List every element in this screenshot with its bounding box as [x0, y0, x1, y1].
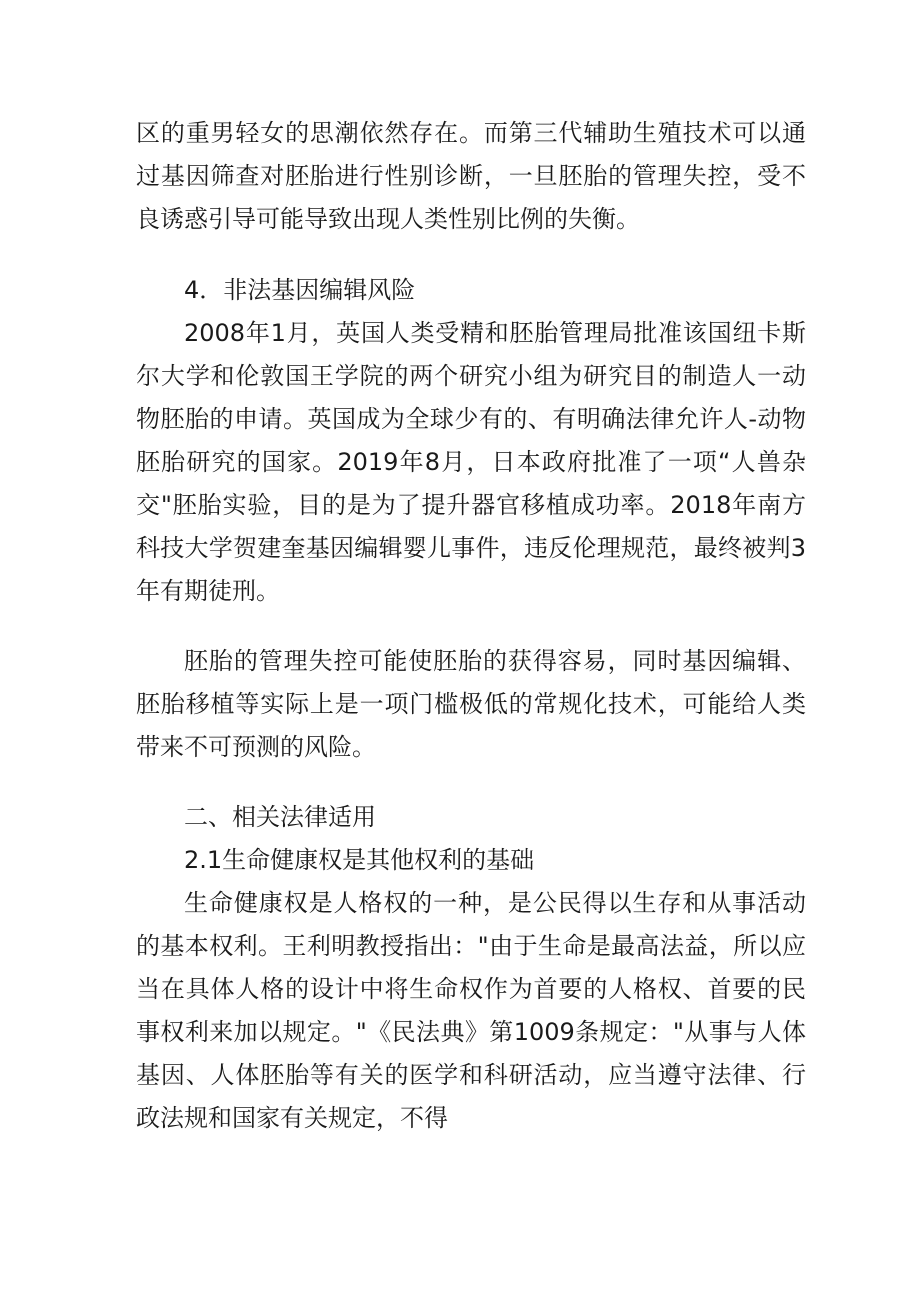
- subsection-heading-right-to-life: 2.1生命健康权是其他权利的基础: [184, 846, 535, 874]
- paragraph-embryo-management-risk: 胚胎的管理失控可能使胚胎的获得容易，同时基因编辑、胚胎移植等实际上是一项门槛极低的常规化技术，可能给人类带来不可预测的风险。: [136, 647, 806, 761]
- paragraph-sex-ratio: 区的重男轻女的思潮依然存在。而第三代辅助生殖技术可以通过基因筛查对胚胎进行性别诊断，一旦胚胎的管理失控，受不良诱惑引导可能导致出现人类性别比例的失衡。: [136, 119, 806, 233]
- section-heading-illegal-gene-editing: 4．非法基因编辑风险: [184, 276, 416, 304]
- section-heading-legal-application: 二、相关法律适用: [184, 803, 376, 831]
- paragraph-embryo-research-cases: 2008年1月，英国人类受精和胚胎管理局批准该国纽卡斯尔大学和伦敦国王学院的两个研究小组为研究目的制造人一动物胚胎的申请。英国成为全球少有的、有明确法律允许人-动物胚胎研究的国家。2019年8月，日本政府批准了一项“人兽杂交"胚胎实验，目的是为了提升器官移植成功率。2018年南方科技大学贺建奎基因编辑婴儿事件，违反伦理规范，最终被判3年有期徒刑。: [136, 319, 806, 605]
- document-body: [136, 112, 806, 1140]
- paragraph-right-to-life: 生命健康权是人格权的一种，是公民得以生存和从事活动的基本权利。王利明教授指出："由于生命是最高法益，所以应当在具体人格的设计中将生命权作为首要的人格权、首要的民事权利来加以规定。"《民法典》第1009条规定："从事与人体基因、人体胚胎等有关的医学和科研活动，应当遵守法律、行政法规和国家有关规定，不得: [136, 889, 806, 1132]
